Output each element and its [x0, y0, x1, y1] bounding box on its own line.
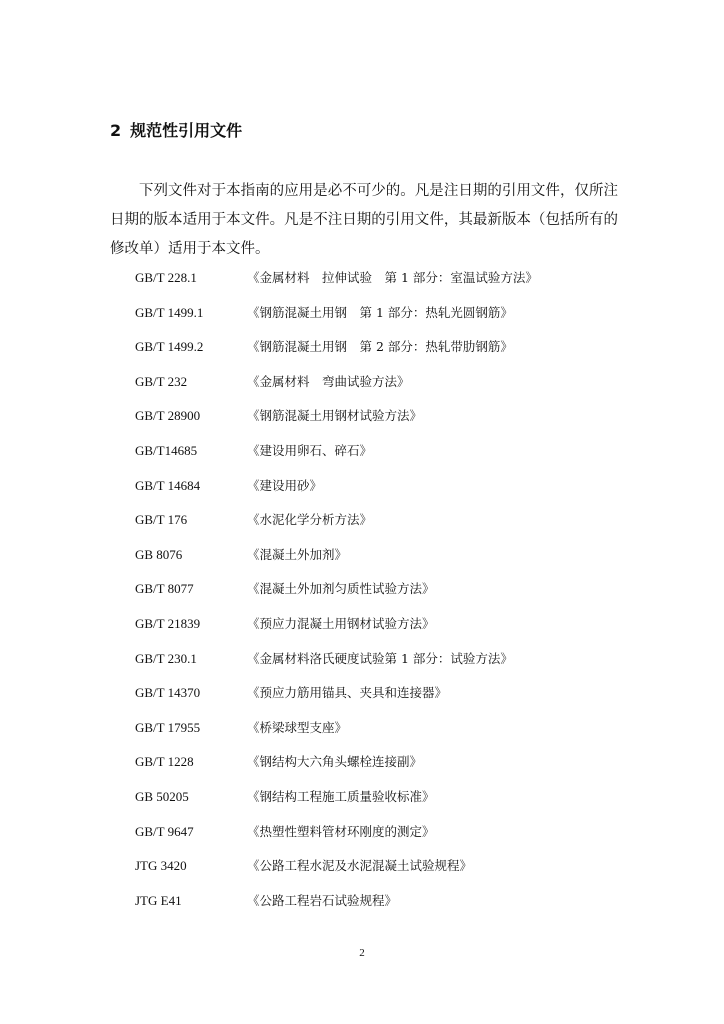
reference-code: GB/T 14370 [135, 685, 201, 701]
section-title: 规范性引用文件 [130, 121, 243, 140]
reference-code: GB 50205 [135, 789, 189, 804]
reference-code: GB/T 21839 [135, 616, 201, 631]
reference-item [0, 649, 724, 669]
reference-item [0, 752, 724, 772]
reference-item [0, 268, 724, 288]
reference-code: GB 8076 [135, 546, 183, 562]
reference-title: 《钢筋混凝土用钢 第 2 部分：热轧带肋钢筋》 [247, 339, 513, 355]
reference-code: JTG 3420 [135, 858, 187, 874]
reference-code: GB/T 9647 [135, 823, 194, 839]
reference-title: 《公路工程水泥及水泥混凝土试验规程》 [247, 858, 473, 874]
reference-title: 《金属材料洛氏硬度试验第 1 部分：试验方法》 [247, 650, 513, 666]
reference-item [0, 683, 724, 703]
reference-code: GB/T 8077 [135, 581, 194, 597]
reference-item [0, 787, 724, 807]
reference-item [0, 856, 724, 876]
reference-title: 《金属材料 弯曲试验方法》 [247, 373, 410, 389]
reference-code: GB/T 1499.2 [135, 339, 204, 355]
page-number: 2 [359, 947, 365, 959]
reference-code: GB/T 228.1 [135, 270, 197, 285]
reference-title: 《钢结构大六角头螺栓连接副》 [247, 754, 423, 770]
reference-title: 《混凝土外加剂》 [247, 546, 348, 562]
intro-paragraph: 下列文件对于本指南的应用是必不可少的。凡是注日期的引用文件，仅所注日期的版本适用于本文件。凡是不注日期的引用文件，其最新版本（包括所有的修改单）适用于本文件。 [110, 183, 618, 257]
reference-title: 《金属材料 拉伸试验 第 1 部分：室温试验方法》 [247, 270, 538, 285]
reference-item [0, 510, 724, 530]
reference-code: GB/T 232 [135, 373, 188, 389]
reference-item [0, 303, 724, 323]
reference-title: 《钢结构工程施工质量验收标准》 [247, 789, 435, 804]
reference-item [0, 891, 724, 911]
reference-code: GB/T14685 [135, 443, 198, 458]
reference-title: 《预应力筋用锚具、夹具和连接器》 [247, 685, 448, 701]
reference-item [0, 441, 724, 461]
reference-code: JTG E41 [135, 892, 182, 908]
reference-item [0, 718, 724, 738]
reference-title: 《混凝土外加剂匀质性试验方法》 [247, 581, 435, 597]
reference-code: GB/T 230.1 [135, 650, 197, 666]
reference-title: 《水泥化学分析方法》 [247, 512, 373, 528]
reference-code: GB/T 176 [135, 512, 188, 528]
reference-title: 《建设用卵石、碎石》 [247, 443, 373, 458]
reference-item [0, 372, 724, 392]
section-number: 2 [110, 121, 122, 140]
reference-code: GB/T 17955 [135, 719, 201, 735]
reference-code: GB/T 14684 [135, 477, 201, 493]
reference-title: 《钢筋混凝土用钢材试验方法》 [247, 408, 423, 424]
reference-title: 《公路工程岩石试验规程》 [247, 892, 398, 908]
reference-title: 《预应力混凝土用钢材试验方法》 [247, 616, 435, 631]
reference-code: GB/T 1499.1 [135, 304, 204, 320]
reference-title: 《桥梁球型支座》 [247, 719, 348, 735]
reference-item [0, 614, 724, 634]
reference-item [0, 337, 724, 357]
reference-title: 《热塑性塑料管材环刚度的测定》 [247, 823, 435, 839]
reference-item [0, 822, 724, 842]
reference-code: GB/T 1228 [135, 754, 194, 770]
reference-item [0, 545, 724, 565]
reference-item [0, 406, 724, 426]
reference-item [0, 579, 724, 599]
section-heading [110, 121, 242, 141]
reference-title: 《建设用砂》 [247, 477, 323, 493]
reference-code: GB/T 28900 [135, 408, 201, 424]
reference-item [0, 476, 724, 496]
reference-title: 《钢筋混凝土用钢 第 1 部分：热轧光圆钢筋》 [247, 304, 513, 320]
